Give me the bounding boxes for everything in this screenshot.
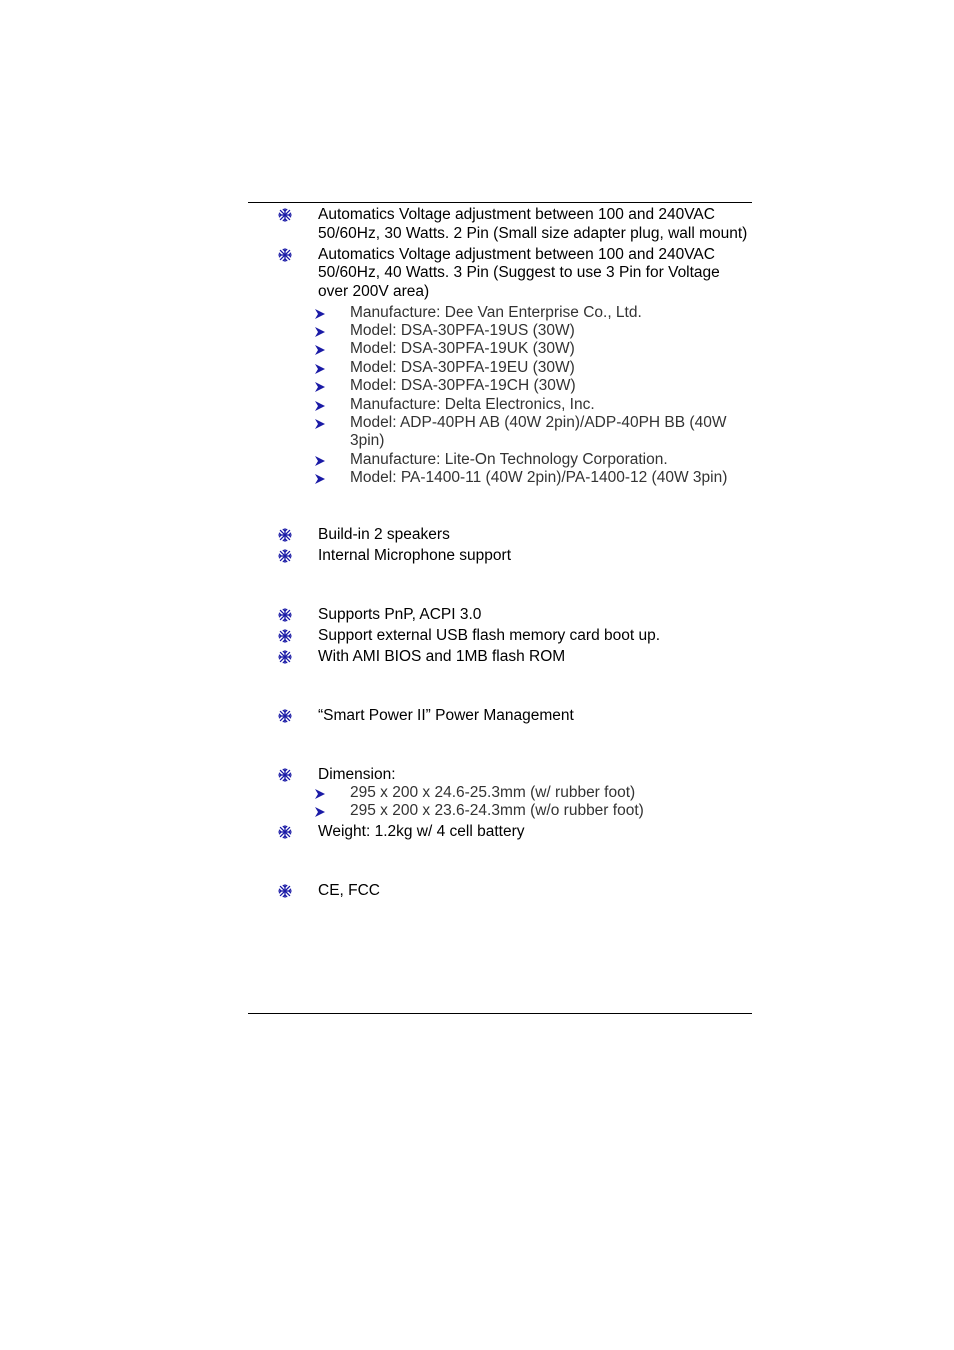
list-item (248, 206, 752, 243)
sub-list-item (248, 304, 752, 322)
arrow-bullet-icon (314, 325, 326, 337)
snowflake-bullet-icon (278, 549, 292, 563)
arrow-bullet-icon (314, 454, 326, 466)
spec-content (248, 206, 752, 903)
sub-item-text: Manufacture: Dee Van Enterprise Co., Ltd. (350, 303, 642, 321)
sub-list-item (248, 802, 752, 820)
item-text: Internal Microphone support (318, 546, 512, 564)
sub-list-item (248, 784, 752, 802)
item-text: Weight: 1.2kg w/ 4 cell battery (318, 822, 525, 840)
list-item (248, 766, 752, 785)
snowflake-bullet-icon (278, 709, 292, 723)
list-item (248, 823, 752, 842)
list-item (248, 246, 752, 302)
sub-list-item (248, 451, 752, 469)
sub-item-text: Model: DSA-30PFA-19EU (30W) (350, 358, 575, 376)
sub-list-item (248, 322, 752, 340)
snowflake-bullet-icon (278, 248, 292, 262)
sub-item-text: Model: PA-1400-11 (40W 2pin)/PA-1400-12 (40W 3pin) (350, 469, 728, 487)
arrow-bullet-icon (314, 399, 326, 411)
arrow-bullet-icon (314, 787, 326, 799)
item-text: Automatics Voltage adjustment between 100 and 240VAC 50/60Hz, 30 Watts. 2 Pin (Small size adapter plug, wall mount) (318, 206, 748, 242)
item-text: Support external USB flash memory card boot up. (318, 626, 661, 644)
sub-item-text: Model: DSA-30PFA-19UK (30W) (350, 340, 575, 358)
list-item (248, 526, 752, 545)
snowflake-bullet-icon (278, 208, 292, 222)
sub-item-text: Manufacture: Lite-On Technology Corporation. (350, 450, 668, 468)
item-text: CE, FCC (318, 881, 380, 899)
arrow-bullet-icon (314, 307, 326, 319)
list-item (248, 547, 752, 566)
item-text: With AMI BIOS and 1MB flash ROM (318, 647, 566, 665)
item-text: Automatics Voltage adjustment between 100 and 240VAC 50/60Hz, 40 Watts. 3 Pin (Suggest to use 3 Pin for Voltage over 200V area) (318, 245, 720, 300)
list-item (248, 707, 752, 726)
snowflake-bullet-icon (278, 629, 292, 643)
list-item (248, 648, 752, 667)
top-rule (248, 202, 752, 203)
list-item (248, 606, 752, 625)
sub-item-text: Model: DSA-30PFA-19US (30W) (350, 321, 575, 339)
item-text: Build-in 2 speakers (318, 525, 450, 543)
arrow-bullet-icon (314, 805, 326, 817)
snowflake-bullet-icon (278, 650, 292, 664)
sub-list-item (248, 469, 752, 487)
sub-list-item (248, 396, 752, 414)
sub-item-text: Manufacture: Delta Electronics, Inc. (350, 395, 595, 413)
sub-item-text: 295 x 200 x 23.6-24.3mm (w/o rubber foot) (350, 802, 644, 820)
item-text: Supports PnP, ACPI 3.0 (318, 605, 482, 623)
item-text: “Smart Power II” Power Management (318, 706, 574, 724)
list-item (248, 882, 752, 901)
snowflake-bullet-icon (278, 608, 292, 622)
sub-item-text: 295 x 200 x 24.6-25.3mm (w/ rubber foot) (350, 784, 636, 802)
snowflake-bullet-icon (278, 528, 292, 542)
snowflake-bullet-icon (278, 768, 292, 782)
sub-item-text: Model: DSA-30PFA-19CH (30W) (350, 377, 576, 395)
snowflake-bullet-icon (278, 825, 292, 839)
arrow-bullet-icon (314, 343, 326, 355)
arrow-bullet-icon (314, 417, 326, 429)
sub-list-item (248, 340, 752, 358)
list-item (248, 627, 752, 646)
sub-list-item (248, 414, 752, 451)
arrow-bullet-icon (314, 472, 326, 484)
snowflake-bullet-icon (278, 884, 292, 898)
arrow-bullet-icon (314, 362, 326, 374)
sub-list-item (248, 377, 752, 395)
sub-item-text: Model: ADP-40PH AB (40W 2pin)/ADP-40PH BB (40W 3pin) (350, 413, 727, 450)
item-text: Dimension: (318, 765, 396, 783)
arrow-bullet-icon (314, 380, 326, 392)
sub-list-item (248, 359, 752, 377)
bottom-rule (248, 1013, 752, 1014)
